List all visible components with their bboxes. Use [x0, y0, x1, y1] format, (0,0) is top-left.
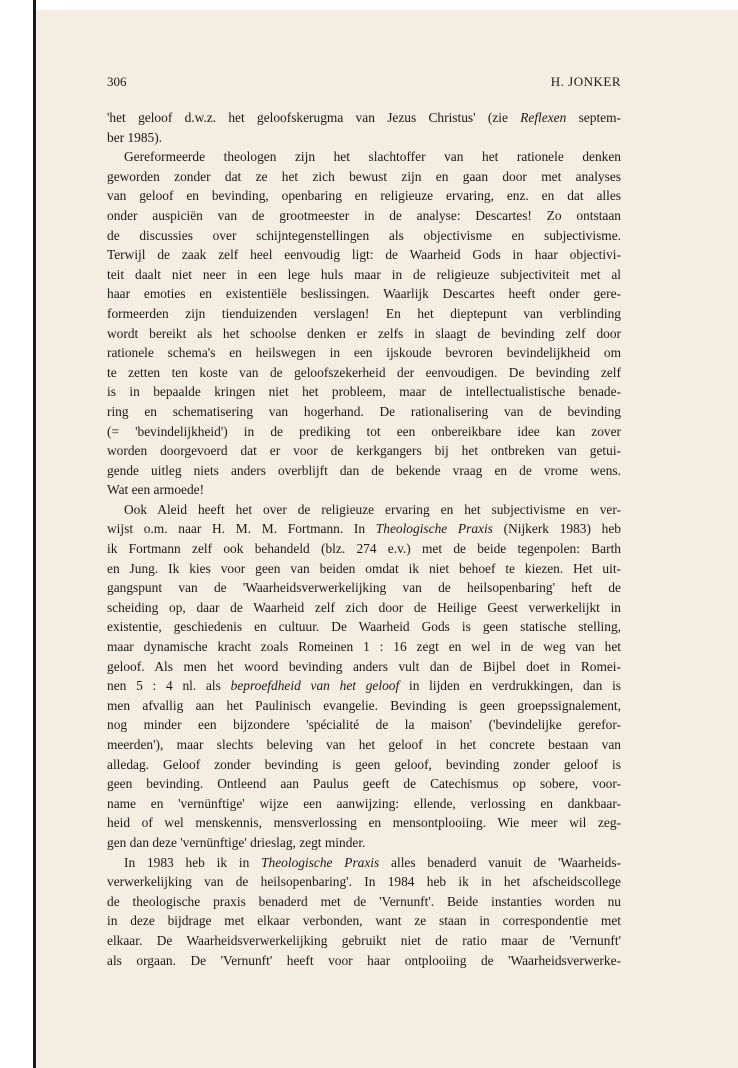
text-segment: wijst o.m. naar H. M. M. Fortmann. In: [107, 521, 376, 537]
text-line: [107, 206, 621, 226]
text-line: [107, 833, 621, 853]
text-segment: de theologische praxis benaderd met de 'Vernunft'. Beide instanties worden nu: [107, 893, 621, 909]
text-line: [107, 853, 621, 873]
text-line: [107, 304, 621, 324]
text-line: [107, 245, 621, 265]
text-segment: (Nijkerk 1983) heb: [492, 521, 622, 537]
text-segment: onder auspiciën van de grootmeester in de analyse: Descartes! Zo ontstaan: [107, 207, 621, 223]
text-segment: existentie, geschiedenis en cultuur. De Waarheid Gods is geen statische stelling,: [107, 619, 621, 635]
text-line: [107, 186, 621, 206]
text-segment: name en 'vernünftige' wijze een aanwijzing: ellende, verlossing en dankbaar-: [107, 795, 621, 811]
text-line: [107, 382, 621, 402]
text-line: [107, 951, 621, 971]
text-segment: Gereformeerde theologen zijn het slachtoffer van het rationele denken: [124, 149, 621, 165]
text-segment: in deze bijdrage met elkaar verbonden, want ze staan in correspondentie met: [107, 913, 621, 929]
text-line: [107, 872, 621, 892]
text-line: [107, 598, 621, 618]
text-line: [107, 402, 621, 422]
text-line: [107, 441, 621, 461]
text-segment: van geloof en bevinding, openbaring en religieuze ervaring, enz. en dat alles: [107, 188, 621, 204]
text-line: [107, 461, 621, 481]
text-segment: nog minder een bijzondere 'spécialité de la maison' ('bevindelijke gerefor-: [107, 717, 621, 733]
text-line: [107, 696, 621, 716]
text-segment: (= 'bevindelijkheid') in de prediking tot een onbereikbare idee kan zover: [107, 423, 621, 439]
text-segment: is in bepaalde kringen niet het probleem, maar de intellectualistische benade-: [107, 384, 621, 400]
text-segment: ber 1985).: [107, 129, 163, 145]
scan-border-left: [0, 0, 36, 1068]
text-segment: worden doorgevoerd dat er voor de kerkgangers bij het ontbreken van getui-: [107, 443, 621, 459]
text-segment: elkaar. De Waarheidsverwerkelijking gebruikt niet de ratio maar de 'Vernunft': [107, 932, 621, 948]
text-line: [107, 128, 621, 148]
text-segment: geworden zonder dat ze het zich bewust zijn en gaan door met analyses: [107, 168, 621, 184]
text-line: [107, 519, 621, 539]
page-number: 306: [107, 74, 127, 89]
text-segment: Terwijl de zaak zelf heel eenvoudig ligt: de Waarheid Gods in haar objectivi-: [107, 247, 621, 263]
text-segment: te zetten ten koste van de geloofszekerheid der eenvoudigen. De bevinding zelf: [107, 364, 621, 380]
text-segment: ik Fortmann zelf ook behandeld (blz. 274 e.v.) met de beide tegenpolen: Barth: [107, 541, 621, 557]
text-segment: maar dynamische kracht zoals Romeinen 1 : 16 zegt en wel in de weg van het: [107, 639, 621, 655]
text-segment: rationele schema's en heilswegen in een ijskoude bevroren bevindelijkheid om: [107, 345, 621, 361]
text-segment: in lijden en verdrukkingen, dan is: [399, 678, 621, 694]
italic-title: Theologische Praxis: [375, 521, 493, 537]
text-line: [107, 559, 621, 579]
text-segment: scheiding op, daar de Waarheid zelf zich door de Heilige Geest verwerkelijkt in: [107, 599, 621, 615]
text-line: [107, 676, 621, 696]
text-segment: 'het geloof d.w.z. het geloofskerugma van Jezus Christus' (zie: [107, 110, 521, 125]
text-segment: Ook Aleid heeft het over de religieuze ervaring en het subjectivisme en ver-: [124, 501, 621, 517]
text-line: [107, 794, 621, 814]
scan-border-top: [36, 0, 738, 10]
text-line: [107, 265, 621, 285]
text-segment: alles benaderd vanuit de 'Waarheids-: [379, 854, 621, 870]
text-line: [107, 578, 621, 598]
text-line: [107, 715, 621, 735]
text-line: [107, 422, 621, 442]
text-line: [107, 284, 621, 304]
text-line: [107, 617, 621, 637]
text-line: [107, 539, 621, 559]
text-segment: geen bevinding. Ontleend aan Paulus geeft de Catechismus op sobere, voor-: [107, 776, 621, 792]
text-line: [107, 657, 621, 677]
text-line: [107, 892, 621, 912]
text-line: [107, 480, 621, 500]
text-line: [107, 735, 621, 755]
text-segment: de discussies over schijntegenstellingen als objectivisme en subjectivisme.: [107, 227, 621, 243]
text-line: [107, 755, 621, 775]
text-segment: ring en schematisering van hogerhand. De rationalisering van de bevinding: [107, 403, 621, 419]
text-line: [107, 167, 621, 187]
text-segment: gen dan deze 'vernünftige' drieslag, zegt minder.: [107, 834, 366, 850]
text-line: [107, 500, 621, 520]
text-line: [107, 343, 621, 363]
text-line: [107, 108, 621, 128]
running-head-author: H. JONKER: [550, 74, 621, 89]
text-segment: als orgaan. De 'Vernunft' heeft voor haar ontplooiing de 'Waarheidsverwerke-: [107, 952, 621, 968]
text-segment: geloof. Als men het woord bevinding anders vult dan de Bijbel doet in Romei-: [107, 658, 621, 674]
text-segment: Wat een armoede!: [107, 482, 205, 498]
text-line: [107, 363, 621, 383]
text-segment: teit daalt niet neer in een lege huls maar in de religieuze subjectiviteit met al: [107, 266, 621, 282]
italic-title: Theologische Praxis: [261, 854, 380, 870]
text-segment: In 1983 heb ik in: [124, 854, 262, 870]
text-segment: men afvallig aan het Paulinisch evangelie. Bevinding is geen groepssignalement,: [107, 697, 621, 713]
text-line: [107, 324, 621, 344]
text-segment: gangspunt van de 'Waarheidsverwerkelijking van de heilsopenbaring' heft de: [107, 580, 621, 596]
text-line: [107, 637, 621, 657]
text-segment: en Jung. Ik kies voor geen van beiden omdat ik niet behoef te kiezen. Het uit-: [107, 560, 621, 576]
text-line: [107, 147, 621, 167]
italic-title: beproefdheid van het geloof: [230, 678, 400, 694]
text-segment: meerden'), maar slechts beleving van het geloof in het concrete bestaan van: [107, 737, 621, 752]
text-segment: haar emoties en existentiële beslissingen. Waarlijk Descartes heeft onder gere-: [107, 286, 621, 302]
text-segment: nen 5 : 4 nl. als: [107, 678, 231, 694]
text-segment: gende uitleg niets anders overblijft dan de bekende vraag en de vrome wens.: [107, 462, 621, 478]
text-segment: formeerden zijn tienduizenden verslagen! En het dieptepunt van verblinding: [107, 305, 621, 321]
text-segment: verwerkelijking van de heilsopenbaring'. In 1984 heb ik in het afscheidscollege: [107, 874, 621, 890]
text-line: [107, 774, 621, 794]
body-text: [107, 108, 621, 970]
text-segment: alledag. Geloof zonder bevinding is geen geloof, bevinding zonder geloof is: [107, 756, 621, 772]
text-line: [107, 813, 621, 833]
text-segment: wordt bereikt als het schoolse denken er zelfs in slaagt de bevinding zelf door: [107, 325, 621, 341]
text-line: [107, 226, 621, 246]
text-segment: heid of wel menskennis, mensverlossing en mensontplooiing. Wie meer wil zeg-: [107, 815, 621, 831]
text-line: [107, 911, 621, 931]
text-line: [107, 931, 621, 951]
italic-title: Reflexen: [520, 110, 567, 125]
text-segment: septem-: [566, 110, 621, 125]
